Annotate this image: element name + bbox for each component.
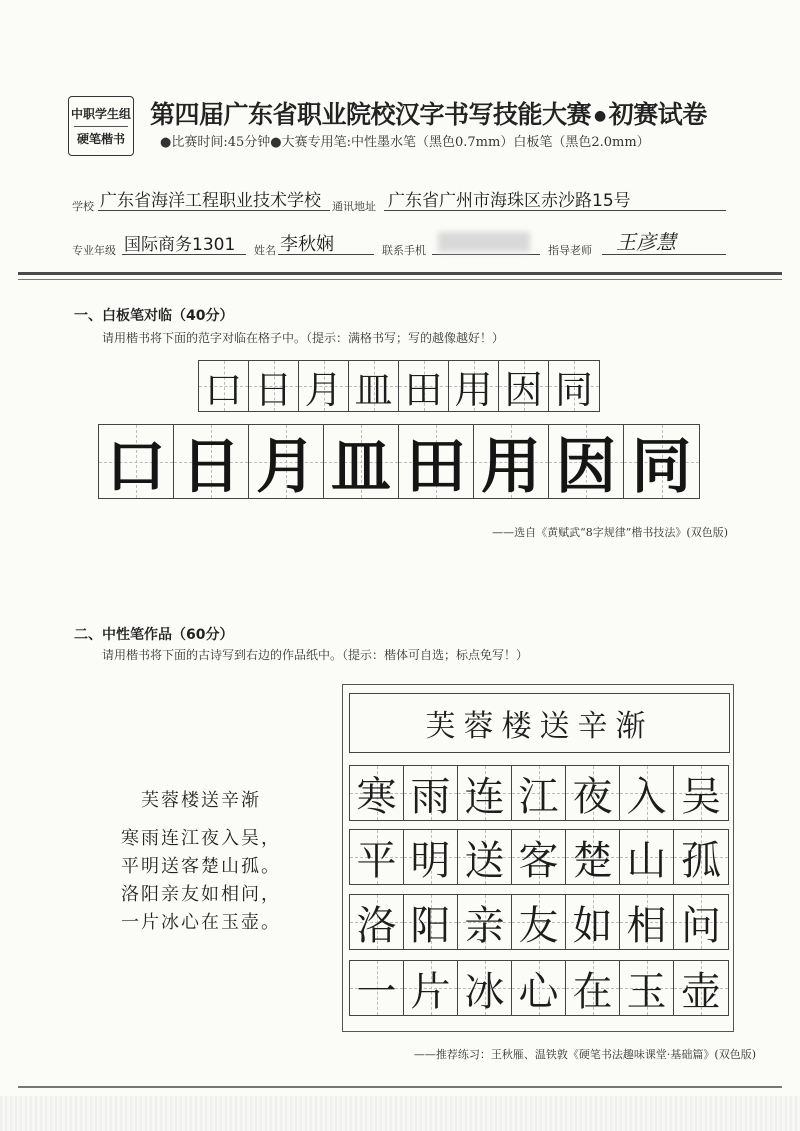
practice-cell[interactable]: 田 <box>399 361 449 411</box>
work-cell[interactable]: 心 <box>512 961 566 1015</box>
section1-instructions: 请用楷书将下面的范字对临在格子中。（提示：满格书写；写的越像越好！） <box>102 331 505 345</box>
footer-border <box>0 1096 800 1131</box>
school-label: 学校 <box>72 200 94 213</box>
section2-source: ——推荐练习：王秋雁、温铁敦《硬笔书法趣味课堂·基础篇》(双色版) <box>413 1048 756 1061</box>
work-cell[interactable]: 孤 <box>674 830 728 884</box>
practice-grid[interactable] <box>198 360 600 412</box>
poem-line: 平明送客楚山孤。 <box>121 856 281 877</box>
name-field[interactable] <box>278 228 374 255</box>
work-cell[interactable]: 夜 <box>566 766 620 820</box>
badge-group: 中职学生组 <box>70 106 131 121</box>
work-cell[interactable]: 送 <box>458 830 512 884</box>
work-cell[interactable]: 客 <box>512 830 566 884</box>
model-cell: 皿 <box>324 425 399 498</box>
section1-source: ——选自《黄赋武“8字规律”楷书技法》(双色版) <box>492 526 728 539</box>
work-cell[interactable]: 寒 <box>350 766 404 820</box>
work-cell[interactable]: 楚 <box>566 830 620 884</box>
work-row[interactable] <box>349 960 729 1016</box>
address-label: 通讯地址 <box>332 200 376 213</box>
footer-divider <box>18 1086 782 1088</box>
work-cell[interactable]: 冰 <box>458 961 512 1015</box>
practice-cell[interactable]: 皿 <box>349 361 399 411</box>
work-cell[interactable]: 片 <box>404 961 458 1015</box>
title-bullet-icon: ● <box>594 108 606 124</box>
work-cell[interactable]: 如 <box>566 895 620 949</box>
work-cell[interactable]: 连 <box>458 766 512 820</box>
model-cell: 田 <box>399 425 474 498</box>
work-cell[interactable]: 雨 <box>404 766 458 820</box>
model-cell: 用 <box>474 425 549 498</box>
work-row[interactable] <box>349 829 729 885</box>
category-badge <box>68 96 134 156</box>
badge-style: 硬笔楷书 <box>76 131 125 146</box>
exam-title-main: 第四届广东省职业院校汉字书写技能大赛 <box>150 100 592 129</box>
exam-title-suffix: 初赛试卷 <box>608 100 707 129</box>
work-cell[interactable]: 洛 <box>350 895 404 949</box>
poem-line: 寒雨连江夜入吴， <box>121 828 281 849</box>
model-cell: 因 <box>549 425 624 498</box>
address-field[interactable] <box>384 184 726 211</box>
work-cell[interactable]: 江 <box>512 766 566 820</box>
phone-label: 联系手机 <box>382 244 426 257</box>
name-label: 姓名 <box>254 244 276 257</box>
work-cell[interactable]: 吴 <box>674 766 728 820</box>
practice-cell[interactable]: 同 <box>549 361 599 411</box>
phone-redaction <box>438 232 530 252</box>
work-sheet-title[interactable]: 芙蓉楼送辛渐 <box>349 693 730 753</box>
major-field[interactable] <box>122 228 246 255</box>
work-cell[interactable]: 山 <box>620 830 674 884</box>
practice-cell[interactable]: 用 <box>449 361 499 411</box>
exam-title <box>150 95 707 131</box>
teacher-label: 指导老师 <box>548 244 592 257</box>
address-value: 广东省广州市海珠区赤沙路15号 <box>388 191 631 211</box>
work-cell[interactable]: 壶 <box>674 961 728 1015</box>
model-grid <box>98 424 700 502</box>
poem-line: 一片冰心在玉壶。 <box>121 912 281 933</box>
badge-divider <box>74 126 128 127</box>
work-row[interactable] <box>349 894 729 950</box>
header-divider-thin <box>18 279 782 280</box>
phone-field[interactable] <box>432 228 540 255</box>
work-cell[interactable]: 阳 <box>404 895 458 949</box>
work-cell[interactable]: 问 <box>674 895 728 949</box>
work-cell[interactable]: 亲 <box>458 895 512 949</box>
model-cell: 月 <box>249 425 324 498</box>
practice-cell[interactable]: 月 <box>299 361 349 411</box>
practice-cell[interactable]: 因 <box>499 361 549 411</box>
teacher-value: 王彦慧 <box>616 230 676 254</box>
exam-rules: ●比赛时间:45分钟●大赛专用笔:中性墨水笔（黑色0.7mm）白板笔（黑色2.0mm） <box>160 135 650 150</box>
practice-cell[interactable]: 日 <box>249 361 299 411</box>
model-cell: 口 <box>99 425 174 498</box>
teacher-field[interactable] <box>602 226 726 255</box>
section1-heading: 一、白板笔对临（40分） <box>74 308 234 324</box>
work-row[interactable] <box>349 765 729 821</box>
header-divider <box>18 272 782 275</box>
name-value: 李秋娴 <box>280 234 334 255</box>
major-label: 专业年级 <box>72 244 116 257</box>
practice-cell[interactable]: 口 <box>199 361 249 411</box>
school-field[interactable] <box>98 184 330 211</box>
work-cell[interactable]: 在 <box>566 961 620 1015</box>
school-value: 广东省海洋工程职业技术学校 <box>100 191 321 211</box>
section2-instructions: 请用楷书将下面的古诗写到右边的作品纸中。（提示：楷体可自选；标点免写！） <box>102 648 529 662</box>
model-cell: 同 <box>624 425 699 498</box>
poem-title: 芙蓉楼送辛渐 <box>141 790 261 811</box>
section2-heading: 二、中性笔作品（60分） <box>74 627 234 643</box>
work-cell[interactable]: 一 <box>350 961 404 1015</box>
work-cell[interactable]: 相 <box>620 895 674 949</box>
poem-line: 洛阳亲友如相问， <box>121 884 281 905</box>
work-cell[interactable]: 玉 <box>620 961 674 1015</box>
work-cell[interactable]: 平 <box>350 830 404 884</box>
work-cell[interactable]: 友 <box>512 895 566 949</box>
work-cell[interactable]: 入 <box>620 766 674 820</box>
work-cell[interactable]: 明 <box>404 830 458 884</box>
model-cell: 日 <box>174 425 249 498</box>
major-value: 国际商务1301 <box>124 235 236 255</box>
